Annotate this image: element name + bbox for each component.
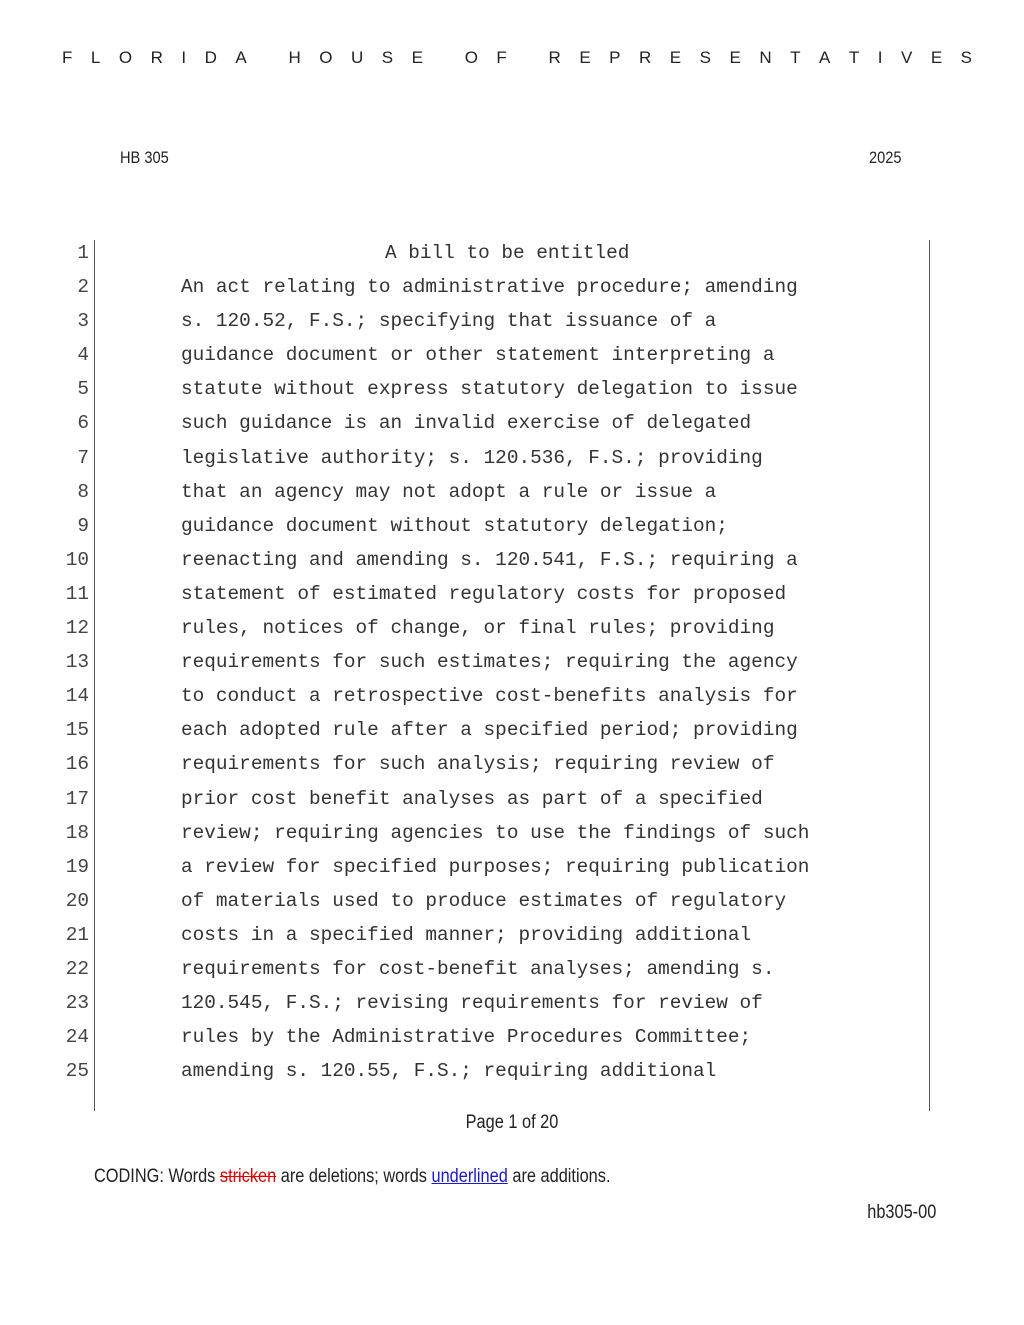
chamber-letter: I — [181, 48, 187, 67]
line-number: 8 — [77, 480, 89, 503]
line-text: statute without express statutory delegation to issue — [181, 378, 798, 401]
line-text: review; requiring agencies to use the findings of such — [181, 821, 810, 844]
line-number: 6 — [77, 412, 89, 435]
coding-middle: are deletions; words — [276, 1166, 432, 1187]
bill-line — [0, 406, 1024, 440]
chamber-letter: P — [609, 48, 621, 67]
bill-line — [0, 782, 1024, 816]
chamber-letter: F — [62, 48, 73, 67]
line-text: to conduct a retrospective cost-benefits analysis for — [181, 685, 798, 708]
bill-line — [0, 543, 1024, 577]
line-text: legislative authority; s. 120.536, F.S.; providing — [181, 446, 763, 469]
chamber-letter: V — [900, 48, 913, 67]
bill-line — [0, 338, 1024, 372]
document-code: hb305-00 — [866, 1202, 936, 1223]
chamber-letter: A — [819, 48, 831, 67]
bill-line — [0, 304, 1024, 338]
line-text: requirements for such analysis; requiring review of — [181, 753, 775, 776]
bill-line — [0, 952, 1024, 986]
chamber-letter: O — [319, 48, 333, 67]
page-number: Page 1 of 20 — [465, 1112, 559, 1133]
line-number: 17 — [65, 787, 89, 810]
line-text: amending s. 120.55, F.S.; requiring additional — [181, 1060, 717, 1083]
line-number: 1 — [77, 242, 89, 264]
bill-line — [0, 816, 1024, 850]
chamber-letter: E — [729, 48, 741, 67]
line-text: guidance document without statutory delegation; — [181, 514, 728, 537]
line-text: that an agency may not adopt a rule or issue a — [181, 480, 717, 503]
bill-line — [0, 270, 1024, 304]
line-text: each adopted rule after a specified period; providing — [181, 719, 798, 742]
coding-stricken-sample: stricken — [219, 1166, 277, 1187]
bill-text — [0, 236, 1024, 1088]
bill-number: HB 305 — [120, 148, 169, 167]
line-number: 13 — [65, 651, 89, 674]
chamber-letter: E — [411, 48, 423, 67]
line-number: 22 — [65, 957, 89, 980]
bill-line — [0, 850, 1024, 884]
line-text: 120.545, F.S.; revising requirements for review of — [181, 992, 763, 1015]
chamber-letter: E — [669, 48, 682, 67]
chamber-letter: I — [877, 48, 883, 67]
chamber-letter: E — [930, 48, 943, 67]
line-number: 16 — [65, 753, 89, 776]
line-number: 14 — [65, 685, 89, 708]
chamber-letter: U — [350, 48, 364, 67]
line-number: 10 — [65, 548, 89, 571]
line-text: prior cost benefit analyses as part of a specified — [181, 787, 763, 810]
line-number: 5 — [77, 378, 89, 401]
line-number: 15 — [65, 719, 89, 742]
line-number: 3 — [77, 310, 89, 333]
line-text: rules, notices of change, or final rules; providing — [181, 617, 775, 640]
line-number: 9 — [77, 514, 89, 537]
line-number: 25 — [65, 1060, 89, 1083]
line-number: 21 — [65, 923, 89, 946]
chamber-letter: F — [496, 48, 507, 67]
coding-underlined-sample: underlined — [431, 1166, 508, 1187]
line-text: a review for specified purposes; requiring publication — [181, 855, 810, 878]
line-text: such guidance is an invalid exercise of delegated — [181, 412, 752, 435]
bill-line — [0, 611, 1024, 645]
chamber-letter: L — [90, 48, 101, 67]
chamber-letter: R — [548, 48, 561, 67]
line-text: requirements for such estimates; requiring the agency — [181, 651, 798, 674]
chamber-letter: D — [204, 48, 217, 67]
line-number: 20 — [65, 889, 89, 912]
chamber-gap — [441, 48, 446, 68]
bill-line — [0, 577, 1024, 611]
chamber-letter: N — [759, 48, 772, 67]
chamber-letter: R — [150, 48, 163, 67]
bill-line — [0, 475, 1024, 509]
chamber-letter: R — [639, 48, 652, 67]
bill-line — [0, 509, 1024, 543]
bill-line — [0, 645, 1024, 679]
chamber-gap — [265, 48, 270, 68]
chamber-letter: S — [381, 48, 394, 67]
coding-prefix: CODING: Words — [94, 1166, 220, 1187]
chamber-letter: O — [118, 48, 133, 67]
bill-line — [0, 441, 1024, 475]
line-number: 24 — [65, 1026, 89, 1049]
line-text: An act relating to administrative procedure; amending — [181, 276, 798, 299]
chamber-gap — [525, 48, 530, 68]
bill-line — [0, 1020, 1024, 1054]
bill-line — [0, 713, 1024, 747]
line-number: 23 — [65, 992, 89, 1015]
line-number: 19 — [65, 855, 89, 878]
line-number: 7 — [77, 446, 89, 469]
coding-suffix: are additions. — [507, 1166, 611, 1187]
line-number: 11 — [65, 582, 89, 605]
bill-line — [0, 918, 1024, 952]
line-text: of materials used to produce estimates of regulatory — [181, 889, 787, 912]
line-number: 2 — [77, 276, 89, 299]
chamber-letter: E — [579, 48, 591, 67]
chamber-letter: O — [464, 48, 478, 67]
bill-line — [0, 884, 1024, 918]
chamber-letter: A — [235, 48, 247, 67]
line-text: requirements for cost-benefit analyses; amending s. — [181, 957, 775, 980]
line-text: s. 120.52, F.S.; specifying that issuance of a — [181, 310, 717, 333]
chamber-letter: H — [288, 48, 301, 67]
chamber-letter: T — [848, 48, 860, 67]
bill-line — [0, 236, 1024, 270]
chamber-letter: T — [790, 48, 801, 67]
bill-year: 2025 — [869, 148, 902, 167]
line-text: statement of estimated regulatory costs for proposed — [181, 582, 787, 605]
line-number: 4 — [77, 344, 89, 367]
bill-line — [0, 372, 1024, 406]
bill-line — [0, 986, 1024, 1020]
line-number: 12 — [65, 617, 89, 640]
coding-legend — [94, 1166, 610, 1188]
line-text: A bill to be entitled — [385, 242, 630, 264]
line-text: guidance document or other statement interpreting a — [181, 344, 775, 367]
line-text: costs in a specified manner; providing additional — [181, 923, 752, 946]
chamber-letter: S — [960, 48, 972, 67]
line-text: reenacting and amending s. 120.541, F.S.; requiring a — [181, 548, 798, 571]
bill-line — [0, 1054, 1024, 1088]
bill-line — [0, 679, 1024, 713]
line-number: 18 — [65, 821, 89, 844]
line-text: rules by the Administrative Procedures Committee; — [181, 1026, 752, 1049]
chamber-title — [62, 48, 972, 68]
chamber-letter: S — [699, 48, 711, 67]
bill-line — [0, 747, 1024, 781]
